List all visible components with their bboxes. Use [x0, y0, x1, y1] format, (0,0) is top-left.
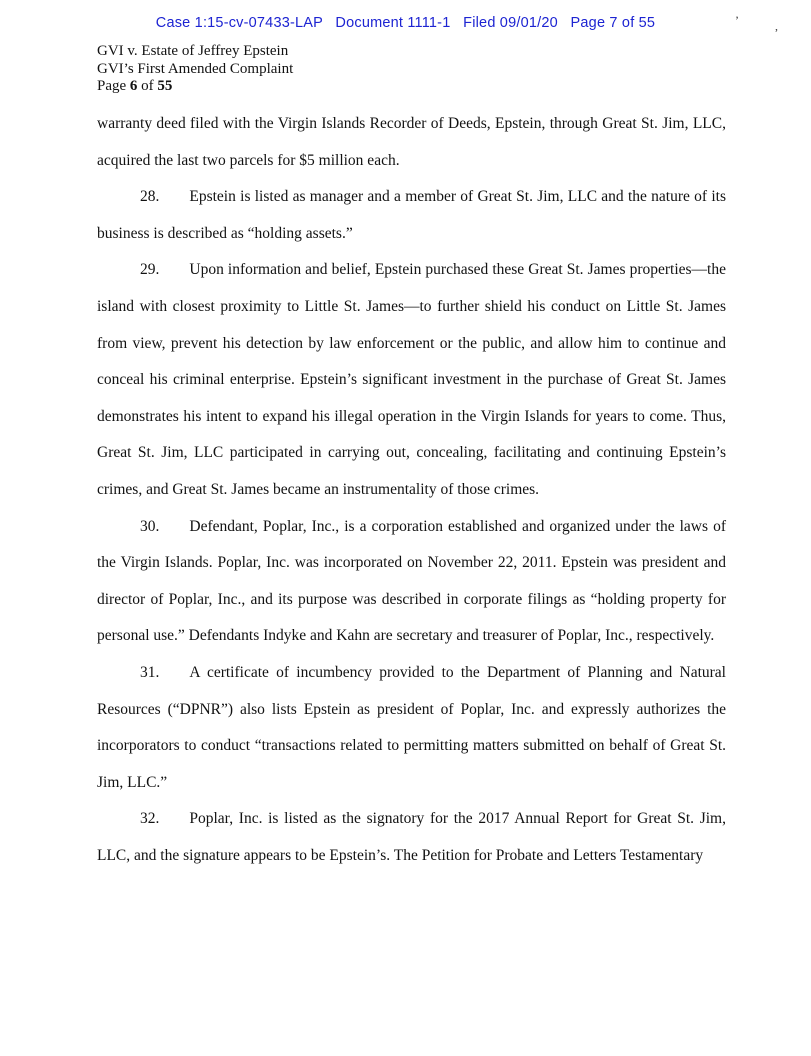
page-number-line [97, 78, 293, 96]
document-header [97, 43, 293, 96]
paragraph-text: A certificate of incumbency provided to the Department of Planning and Natural Resources (“DPNR”) also lists Epstein as president of Poplar, Inc. and expressly authorizes the incorporators to conduct “transactions related to permitting matters submitted on behalf of Great St. Jim, LLC.” [97, 663, 726, 791]
paragraph-number: 32. [140, 810, 160, 828]
paragraph-text: Poplar, Inc. is listed as the signatory for the 2017 Annual Report for Great St. Jim, LLC, and the signature appears to be Epstein’s. The Petition for Probate and Letters Testamentary [97, 810, 726, 864]
body-paragraph [97, 655, 726, 801]
paragraph-text: Defendant, Poplar, Inc., is a corporation established and organized under the laws of the Virgin Islands. Poplar, Inc. was incorporated on November 22, 2011. Epstein was president and director of Poplar, Inc., and its purpose was described in corporate filings as “holding property for personal use.” Defendants Indyke and Kahn are secretary and treasurer of Poplar, Inc., respectively. [97, 517, 726, 645]
scan-artifact: , [775, 19, 778, 33]
paragraph-text: Epstein is listed as manager and a member of Great St. Jim, LLC and the nature of its business is described as “holding assets.” [97, 188, 726, 242]
body-paragraph [97, 106, 726, 179]
document-body [97, 106, 726, 874]
page-label-prefix: Page [97, 78, 127, 94]
paragraph-number: 28. [140, 188, 160, 206]
paragraph-text: Upon information and belief, Epstein purchased these Great St. James properties—the island with closest proximity to Little St. James—to further shield his conduct on Little St. James from view, prevent his detection by law enforcement or the public, and allow him to continue and conceal his criminal enterprise. Epstein’s significant investment in the purchase of Great St. James demonstrates his intent to expand his illegal operation in the Virgin Islands for years to come. Thus, Great St. Jim, LLC participated in carrying out, concealing, facilitating and continuing Epstein’s crimes, and Great St. James became an instrumentality of those crimes. [97, 261, 726, 498]
case-caption: GVI v. Estate of Jeffrey Epstein [97, 43, 289, 59]
body-paragraph [97, 509, 726, 655]
page-number: 6 [129, 78, 138, 94]
paragraph-number: 29. [140, 261, 160, 279]
page-total: 55 [157, 78, 173, 94]
body-paragraph [97, 179, 726, 252]
scan-artifact: ’ [735, 13, 739, 27]
page-label-of: of [141, 78, 154, 94]
paragraph-text: warranty deed filed with the Virgin Islands Recorder of Deeds, Epstein, through Great St. Jim, LLC, acquired the last two parcels for $5 million each. [97, 115, 726, 169]
court-ecf-stamp: Case 1:15-cv-07433-LAP Document 1111-1 Filed 09/01/20 Page 7 of 55 [155, 15, 656, 31]
document-title: GVI’s First Amended Complaint [97, 60, 294, 77]
body-paragraph [97, 252, 726, 508]
body-paragraph [97, 801, 726, 874]
paragraph-number: 30. [140, 517, 160, 535]
paragraph-number: 31. [140, 663, 160, 681]
